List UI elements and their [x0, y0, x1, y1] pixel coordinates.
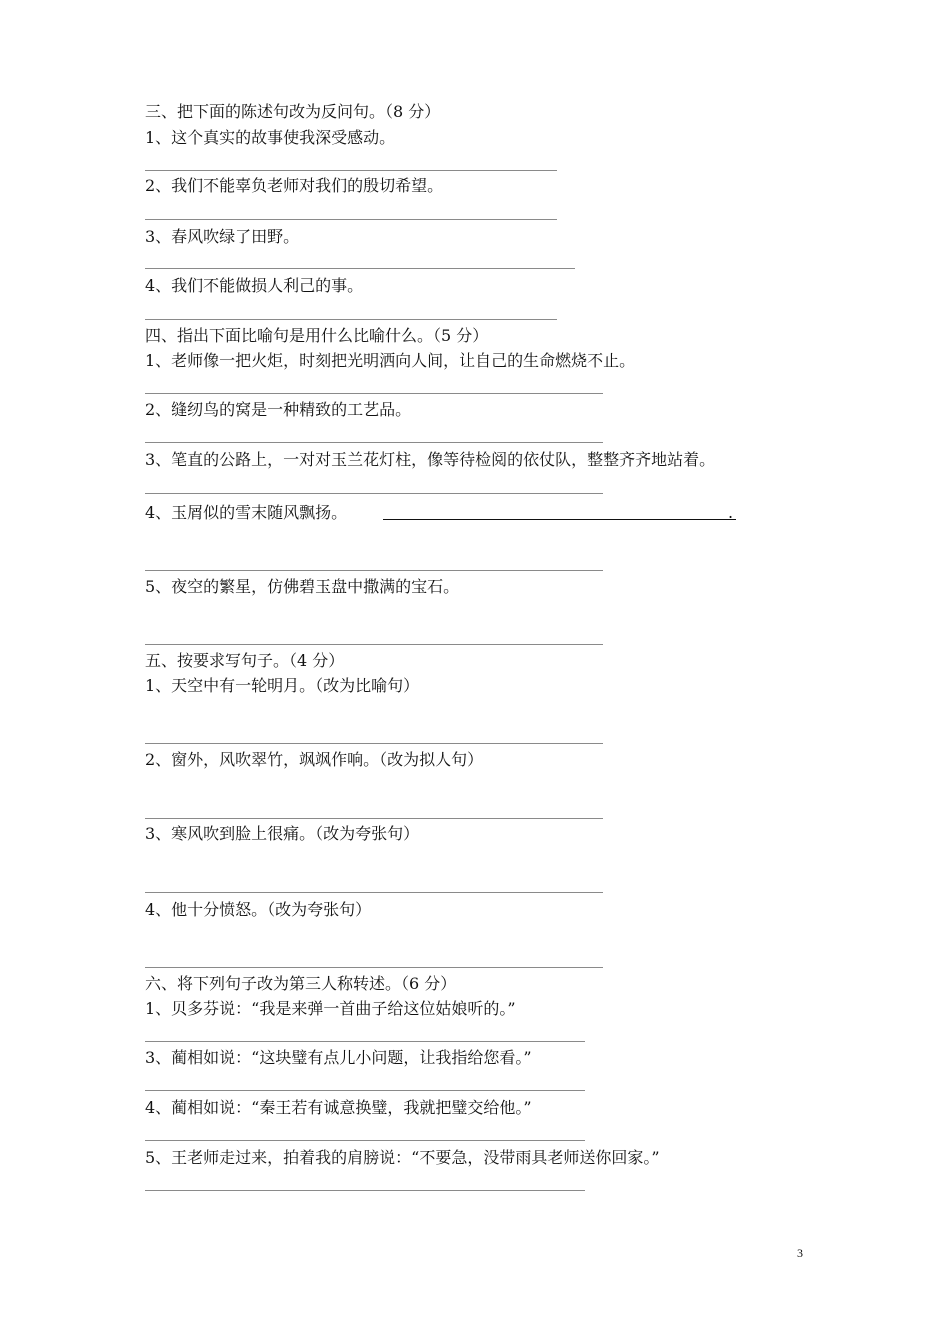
- s6-answer-line-5[interactable]: [145, 1190, 585, 1191]
- s4-answer-line-5[interactable]: [145, 644, 603, 645]
- s4-question-5: 5、夜空的繁星，仿佛碧玉盘中撒满的宝石。: [145, 577, 460, 596]
- s4-q4-period: .: [728, 503, 734, 522]
- s4-answer-line-2[interactable]: [145, 442, 603, 443]
- s3-question-1: 1、这个真实的故事使我深受感动。: [145, 128, 396, 147]
- s6-question-1: 1、贝多芬说：“我是来弹一首曲子给这位姑娘听的。”: [145, 999, 516, 1018]
- section-4-heading: 四、指出下面比喻句是用什么比喻什么。（5 分）: [145, 326, 489, 345]
- s5-answer-line-3[interactable]: [145, 892, 603, 893]
- s3-answer-line-1[interactable]: [145, 170, 557, 171]
- section-6-heading: 六、将下列句子改为第三人称转述。（6 分）: [145, 974, 457, 993]
- s5-answer-line-2[interactable]: [145, 818, 603, 819]
- s4-question-2: 2、缝纫鸟的窝是一种精致的工艺品。: [145, 400, 412, 419]
- s4-question-1: 1、老师像一把火炬，时刻把光明洒向人间，让自己的生命燃烧不止。: [145, 351, 636, 370]
- s4-answer-line-4[interactable]: [145, 570, 603, 571]
- s5-question-1: 1、天空中有一轮明月。（改为比喻句）: [145, 676, 420, 695]
- s4-question-3: 3、笔直的公路上，一对对玉兰花灯柱，像等待检阅的依仗队，整整齐齐地站着。: [145, 450, 716, 469]
- s6-answer-line-1[interactable]: [145, 1041, 585, 1042]
- section-5-heading: 五、按要求写句子。（4 分）: [145, 651, 345, 670]
- s3-question-3: 3、春风吹绿了田野。: [145, 227, 300, 246]
- s5-question-4: 4、他十分愤怒。（改为夸张句）: [145, 900, 372, 919]
- page-number: 3: [797, 1246, 803, 1260]
- s6-answer-line-4[interactable]: [145, 1140, 585, 1141]
- s5-answer-line-1[interactable]: [145, 743, 603, 744]
- s3-question-4: 4、我们不能做损人利己的事。: [145, 276, 364, 295]
- s4-answer-line-1[interactable]: [145, 393, 603, 394]
- s3-answer-line-3[interactable]: [145, 268, 575, 269]
- s5-question-3: 3、寒风吹到脸上很痛。（改为夸张句）: [145, 824, 420, 843]
- s3-answer-line-2[interactable]: [145, 219, 557, 220]
- section-3-heading: 三、把下面的陈述句改为反问句。（8 分）: [145, 102, 441, 121]
- s4-inline-answer-line-4[interactable]: [383, 519, 736, 520]
- s5-answer-line-4[interactable]: [145, 967, 603, 968]
- s3-question-2: 2、我们不能辜负老师对我们的殷切希望。: [145, 176, 444, 195]
- s4-answer-line-3[interactable]: [145, 493, 603, 494]
- s6-answer-line-3[interactable]: [145, 1090, 585, 1091]
- s5-question-2: 2、窗外，风吹翠竹，飒飒作响。（改为拟人句）: [145, 750, 484, 769]
- s3-answer-line-4[interactable]: [145, 319, 557, 320]
- s6-question-5: 5、王老师走过来，拍着我的肩膀说：“不要急，没带雨具老师送你回家。”: [145, 1148, 660, 1167]
- s4-question-4: 4、玉屑似的雪末随风飘扬。: [145, 503, 348, 522]
- s6-question-4: 4、蔺相如说：“秦王若有诚意换璧，我就把璧交给他。”: [145, 1098, 532, 1117]
- s6-question-3: 3、蔺相如说：“这块璧有点儿小问题，让我指给您看。”: [145, 1048, 532, 1067]
